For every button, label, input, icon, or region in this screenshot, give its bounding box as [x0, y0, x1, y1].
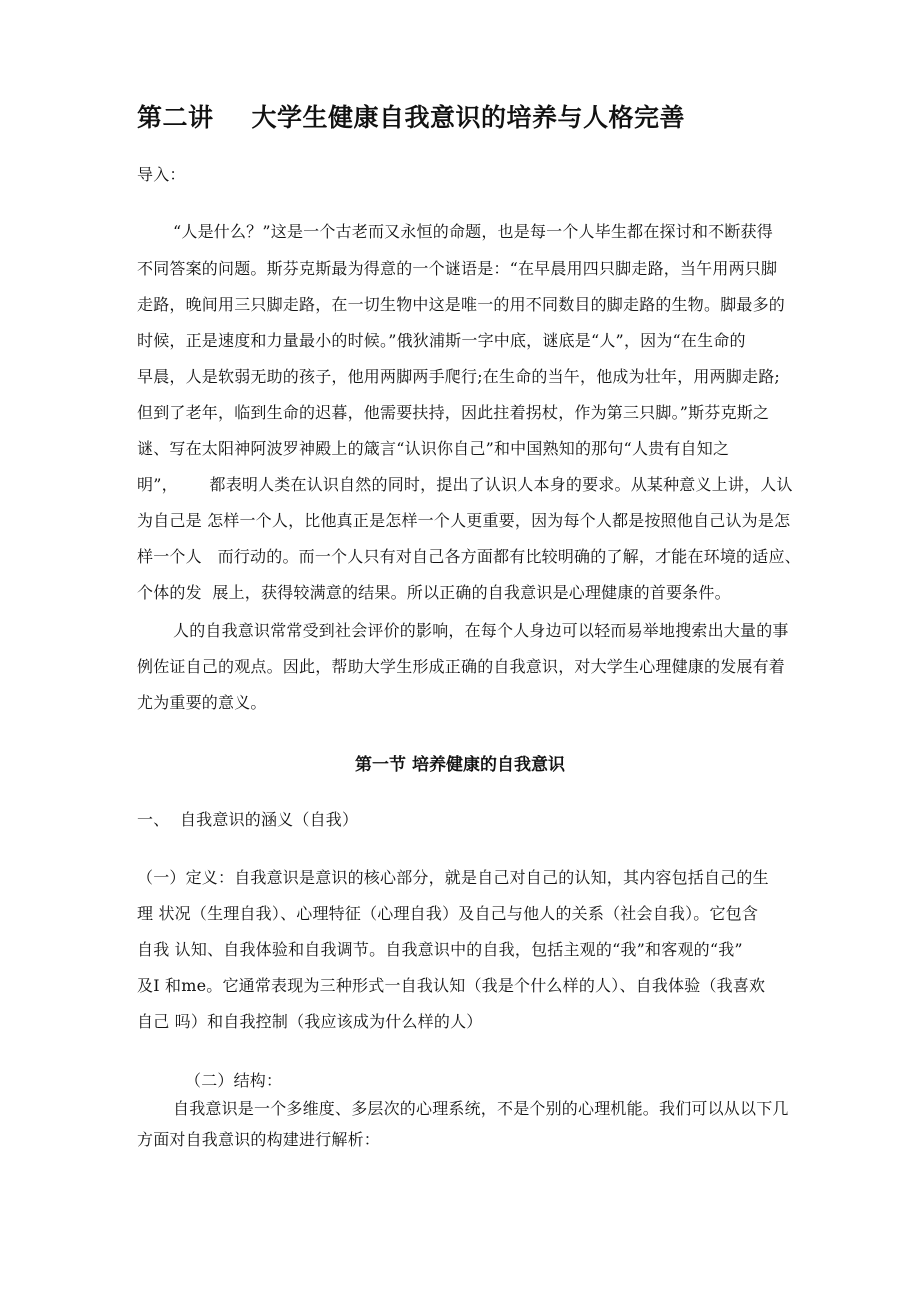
para1-line: 明”， 都表明人类在认识自然的同时，提出了认识人本身的要求。从某种意义上讲，人认	[137, 475, 793, 494]
definition-line: 及I 和me。它通常表现为三种形式一自我认知（我是个什么样的人）、自我体验（我喜欢	[137, 976, 766, 995]
intro-label: 导入：	[137, 165, 186, 184]
para1-line: 样一个人 而行动的。而一个人只有对自己各方面都有比较明确的了解，才能在环境的适应、	[137, 547, 801, 566]
para2-line: 尤为重要的意义。	[137, 693, 267, 712]
definition-line: （一）定义：自我意识是意识的核心部分，就是自己对自己的认知，其内容包括自己的生	[137, 868, 769, 887]
para1-line: 不同答案的问题。斯芬克斯最为得意的一个谜语是：“在早晨用四只脚走路，当午用两只脚	[137, 259, 778, 278]
para1-line: 为自己是 怎样一个人，比他真正是怎样一个人更重要，因为每个人都是按照他自己认为是怎	[137, 511, 791, 530]
para1-line: 时候，正是速度和力量最小的时候。”俄狄浦斯一字中底，谜底是“人”，因为“在生命的	[137, 331, 746, 350]
structure-line: 自我意识是一个多维度、多层次的心理系统，不是个别的心理机能。我们可以从以下几	[173, 1099, 789, 1118]
structure-line: 方面对自我意识的构建进行解析：	[137, 1130, 381, 1149]
lecture-title: 大学生健康自我意识的培养与人格完善	[251, 103, 686, 132]
para1-line: 谜、写在太阳神阿波罗神殿上的箴言“认识你自己”和中国熟知的那句“人贵有自知之	[137, 439, 730, 458]
para1-line: 走路，晚间用三只脚走路，在一切生物中这是唯一的用不同数目的脚走路的生物。脚最多的	[137, 295, 786, 314]
section-heading: 第一节 培养健康的自我意识	[355, 755, 565, 775]
definition-line: 自己 吗）和自我控制（我应该成为什么样的人）	[137, 1012, 483, 1031]
para2-line: 人的自我意识常常受到社会评价的影响，在每个人身边可以轻而易举地搜索出大量的事	[173, 621, 789, 640]
para1-line: 早晨，人是软弱无助的孩子，他用两脚两手爬行;在生命的当午，他成为壮年，用两脚走路;	[137, 367, 780, 386]
para1-line: “人是什么？”这是一个古老而又永恒的命题，也是每一个人毕生都在探讨和不断获得	[173, 222, 773, 241]
subheading-self-consciousness: 一、 自我意识的涵义（自我）	[137, 810, 359, 829]
para2-line: 例佐证自己的观点。因此，帮助大学生形成正确的自我意识，对大学生心理健康的发展有着	[137, 657, 786, 676]
lecture-number: 第二讲	[137, 103, 214, 132]
definition-line: 自我 认知、自我体验和自我调节。自我意识中的自我，包括主观的“我”和客观的“我”	[137, 940, 743, 959]
structure-label: （二）结构：	[185, 1071, 283, 1090]
para1-line: 但到了老年，临到生命的迟暮，他需要扶持，因此拄着拐杖，作为第三只脚。”斯芬克斯之	[137, 403, 770, 422]
document-title	[137, 98, 685, 134]
para1-line: 个体的发 展上，获得较满意的结果。所以正确的自我意识是心理健康的首要条件。	[137, 583, 731, 602]
definition-line: 理 状况（生理自我）、心理特征（心理自我）及自己与他人的关系（社会自我）。它包含	[137, 904, 759, 923]
